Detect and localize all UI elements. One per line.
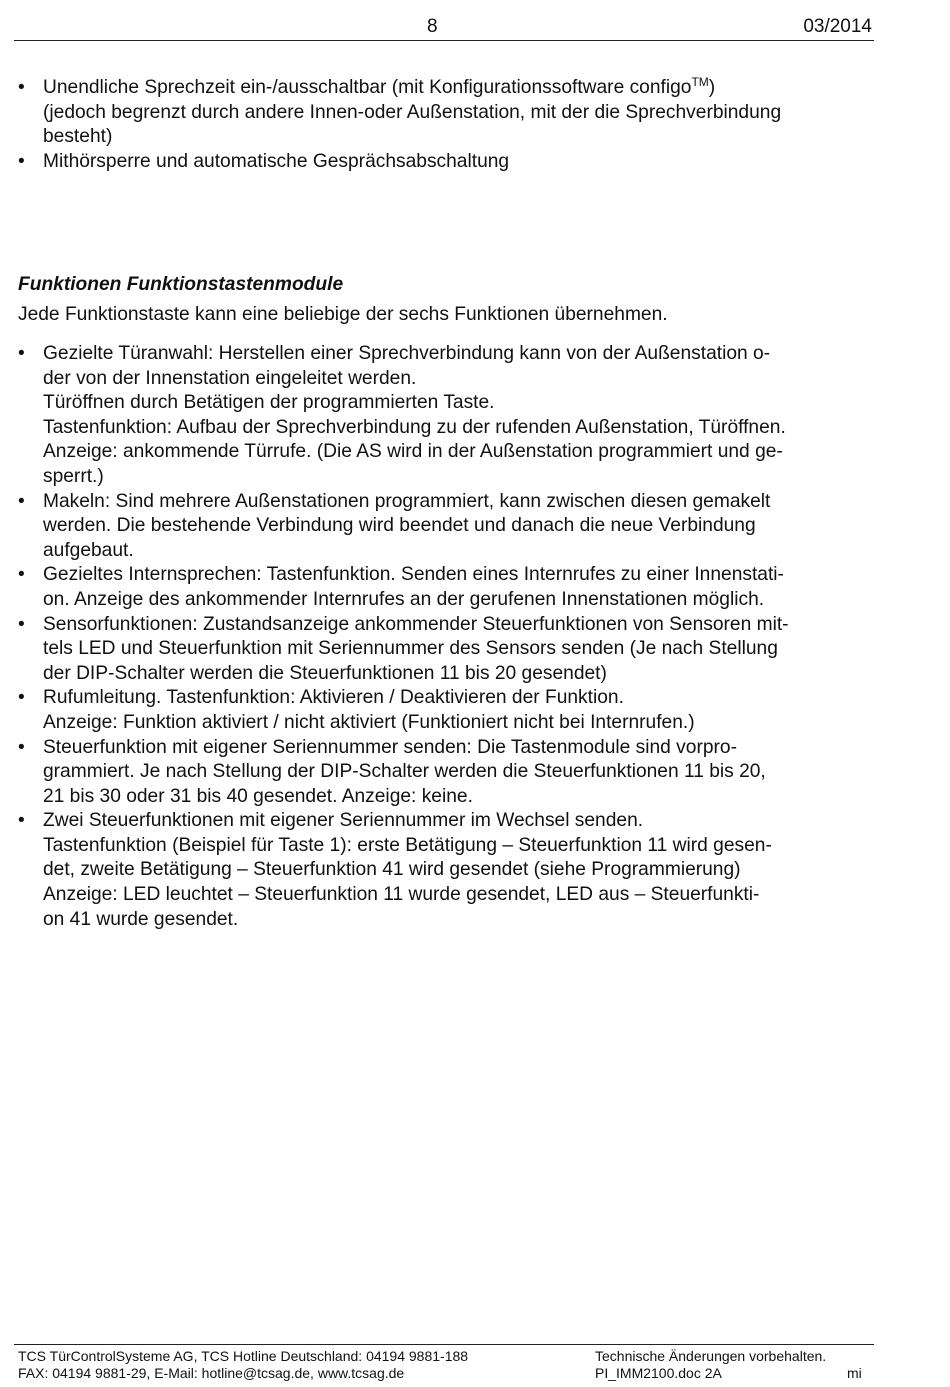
list-item-line: 21 bis 30 oder 31 bis 40 gesendet. Anzeige: keine.	[43, 785, 473, 807]
list-item-line: sperrt.)	[43, 465, 104, 487]
list-item-line	[43, 76, 874, 101]
list-item-line: besteht)	[43, 126, 113, 148]
page-header	[14, 14, 874, 41]
feature-list	[18, 76, 874, 174]
list-item-line: det, zweite Betätigung – Steuerfunktion 41 wird gesendet (siehe Programmierung)	[43, 859, 741, 881]
list-item-line: grammiert. Je nach Stellung der DIP-Schalter werden die Steuerfunktionen 11 bis 20,	[43, 761, 766, 783]
page-footer	[14, 1344, 874, 1381]
header-date: 03/2014	[803, 16, 872, 37]
footer-line: TCS TürControlSysteme AG, TCS Hotline Deutschland: 04194 9881-188	[18, 1348, 469, 1364]
trademark-superscript: TM	[691, 75, 709, 89]
list-item	[18, 150, 874, 175]
footer-company-info	[18, 1348, 468, 1382]
list-item-line: Tastenfunktion: Aufbau der Sprechverbindung zu der rufenden Außenstation, Türöffnen.	[43, 416, 786, 438]
footer-line: Technische Änderungen vorbehalten.	[595, 1348, 827, 1364]
list-item	[18, 490, 874, 564]
list-item-line: • Sensorfunktionen: Zustandsanzeige ankommender Steuerfunktionen von Sensoren mit-	[43, 613, 789, 635]
page-number: 8	[427, 16, 438, 37]
list-item-line: werden. Die bestehende Verbindung wird beendet und danach die neue Verbindung	[43, 515, 756, 537]
footer-document-info	[595, 1348, 826, 1382]
list-item-line: (jedoch begrenzt durch andere Innen-oder Außenstation, mit der die Sprechverbindung	[43, 101, 782, 123]
function-list	[18, 342, 874, 932]
list-item	[18, 736, 874, 810]
list-item	[18, 76, 874, 150]
footer-initials: mi	[847, 1365, 862, 1381]
list-item	[18, 563, 874, 612]
section-heading: Funktionen Funktionstastenmodule	[18, 274, 344, 295]
list-item	[18, 686, 874, 735]
list-item-line: • Gezieltes Internsprechen: Tastenfunktion. Senden eines Internrufes zu einer Innenstati-	[43, 564, 784, 586]
list-item-line: • Rufumleitung. Tastenfunktion: Aktivieren / Deaktivieren der Funktion.	[43, 687, 624, 709]
list-item-line: • Steuerfunktion mit eigener Seriennummer senden: Die Tastenmodule sind vorpro-	[43, 736, 737, 758]
list-item-line: • Gezielte Türanwahl: Herstellen einer Sprechverbindung kann von der Außenstation o-	[43, 343, 771, 364]
list-item-line: on. Anzeige des ankommender Internrufes an der gerufenen Innenstationen möglich.	[43, 588, 765, 610]
footer-line: FAX: 04194 9881-29, E-Mail: hotline@tcsag.de, www.tcsag.de	[18, 1365, 405, 1381]
list-item-text: )	[708, 77, 716, 98]
list-item-line: • Mithörsperre und automatische Gesprächsabschaltung	[43, 150, 510, 172]
list-item-line: on 41 wurde gesendet.	[43, 908, 239, 930]
list-item-line: aufgebaut.	[43, 539, 134, 561]
list-item-line: Tastenfunktion (Beispiel für Taste 1): erste Betätigung – Steuerfunktion 11 wird gesen-	[43, 834, 772, 856]
list-item	[18, 809, 874, 932]
list-item-line: tels LED und Steuerfunktion mit Seriennummer des Sensors senden (Je nach Stellung	[43, 638, 778, 660]
list-item	[18, 342, 874, 490]
list-item-line: • Makeln: Sind mehrere Außenstationen programmiert, kann zwischen diesen gemakelt	[43, 490, 771, 512]
document-body	[18, 75, 874, 930]
list-item-line: Anzeige: ankommende Türrufe. (Die AS wird in der Außenstation programmiert und ge-	[43, 441, 783, 463]
list-item	[18, 613, 874, 687]
list-item-line: der DIP-Schalter werden die Steuerfunktionen 11 bis 20 gesendet)	[43, 662, 607, 684]
list-item-line: der von der Innenstation eingeleitet werden.	[43, 367, 417, 389]
list-item-line: Anzeige: Funktion aktiviert / nicht aktiviert (Funktioniert nicht bei Internrufen.)	[43, 711, 695, 733]
list-item-text: Unendliche Sprechzeit ein-/ausschaltbar (mit Konfigurationssoftware configo	[43, 77, 692, 98]
list-item-line: • Zwei Steuerfunktionen mit eigener Seriennummer im Wechsel senden.	[43, 810, 644, 832]
footer-line: PI_IMM2100.doc 2A	[595, 1365, 722, 1381]
list-item-line: Türöffnen durch Betätigen der programmierten Taste.	[43, 392, 495, 414]
list-item-line: Anzeige: LED leuchtet – Steuerfunktion 11 wurde gesendet, LED aus – Steuerfunkti-	[43, 884, 760, 906]
section-intro: Jede Funktionstaste kann eine beliebige der sechs Funktionen übernehmen.	[18, 304, 668, 325]
